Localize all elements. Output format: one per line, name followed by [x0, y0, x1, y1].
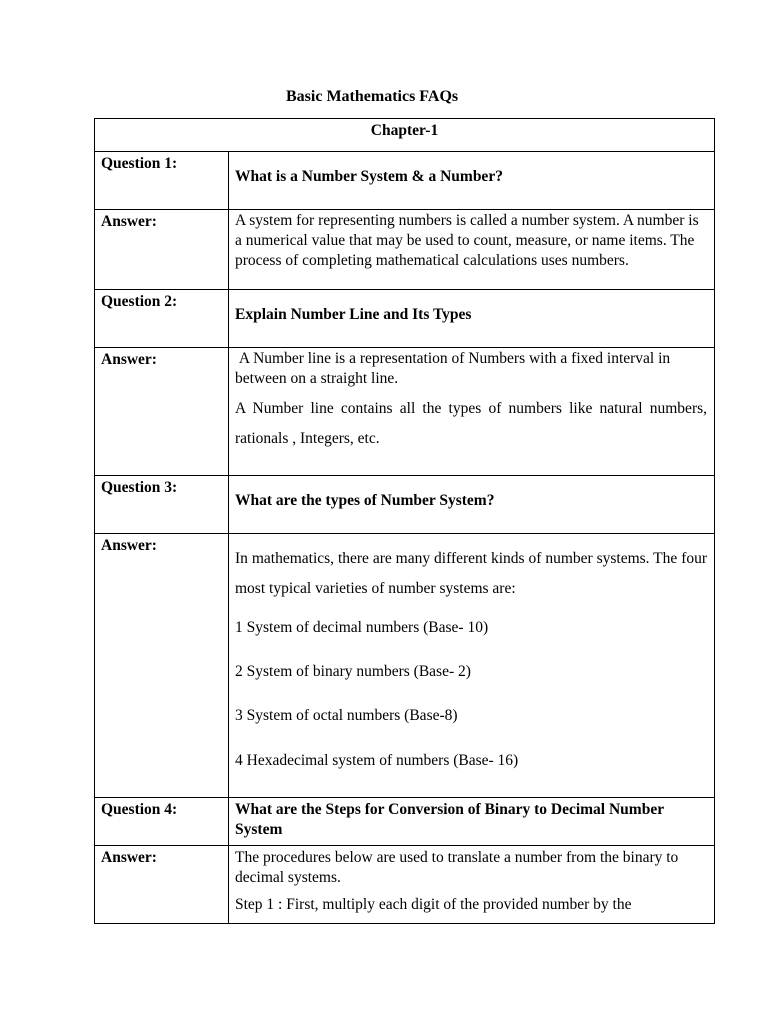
- answer-label-cell: [95, 348, 229, 476]
- chapter-heading: Chapter-1: [95, 119, 715, 152]
- question-cell: [229, 152, 715, 210]
- question-label: Question 4:: [101, 801, 178, 818]
- question-cell: [229, 290, 715, 348]
- answer-cell: [229, 534, 715, 798]
- question-row: [95, 152, 715, 210]
- answer-label: Answer:: [101, 537, 157, 554]
- question-label-cell: [95, 152, 229, 210]
- answer-label-cell: [95, 210, 229, 290]
- question-label-cell: [95, 290, 229, 348]
- question-cell: [229, 798, 715, 846]
- answer-paragraph: The procedures below are used to translate a number from the binary to decimal systems.: [235, 849, 679, 886]
- answer-list-item: 3 System of octal numbers (Base-8): [235, 707, 458, 724]
- answer-label: Answer:: [101, 351, 157, 368]
- answer-list-item: 2 System of binary numbers (Base- 2): [235, 663, 471, 680]
- question-row: [95, 290, 715, 348]
- question-row: [95, 798, 715, 846]
- answer-list-item: 1 System of decimal numbers (Base- 10): [235, 619, 489, 636]
- answer-paragraph: A Number line contains all the types of numbers like natural numbers, rationals , Integers, etc.: [235, 400, 708, 447]
- question-label: Question 3:: [101, 479, 178, 496]
- answer-label-cell: [95, 846, 229, 924]
- answer-cell: [229, 348, 715, 476]
- question-text: Explain Number Line and Its Types: [235, 306, 472, 323]
- answer-paragraph: A Number line is a representation of Numbers with a fixed interval in between on a straight line.: [235, 350, 675, 387]
- answer-row: [95, 348, 715, 476]
- answer-paragraph: In mathematics, there are many different kinds of number systems. The four most typical varieties of number systems are:: [235, 550, 708, 597]
- document-title: Basic Mathematics FAQs: [286, 88, 459, 105]
- question-label-cell: [95, 476, 229, 534]
- answer-cell: [229, 846, 715, 924]
- question-row: [95, 476, 715, 534]
- answer-paragraph: A system for representing numbers is called a number system. A number is a numerical value that may be used to count, measure, or name items. The process of completing mathematical calculations uses numbers.: [235, 212, 699, 269]
- question-text: What are the types of Number System?: [235, 492, 495, 509]
- question-text: What is a Number System & a Number?: [235, 168, 503, 185]
- question-cell: [229, 476, 715, 534]
- chapter-row: [95, 119, 715, 152]
- answer-label: Answer:: [101, 849, 157, 866]
- question-label-cell: [95, 798, 229, 846]
- answer-row: [95, 210, 715, 290]
- answer-paragraph: Step 1 : First, multiply each digit of the provided number by the: [235, 896, 632, 913]
- faq-table: [94, 118, 715, 924]
- question-label: Question 2:: [101, 293, 178, 310]
- answer-row: [95, 534, 715, 798]
- question-text: What are the Steps for Conversion of Binary to Decimal Number System: [235, 801, 664, 838]
- answer-row: [95, 846, 715, 924]
- answer-label-cell: [95, 534, 229, 798]
- answer-cell: [229, 210, 715, 290]
- question-label: Question 1:: [101, 155, 178, 172]
- answer-label: Answer:: [101, 213, 157, 230]
- answer-list-item: 4 Hexadecimal system of numbers (Base- 16): [235, 752, 519, 769]
